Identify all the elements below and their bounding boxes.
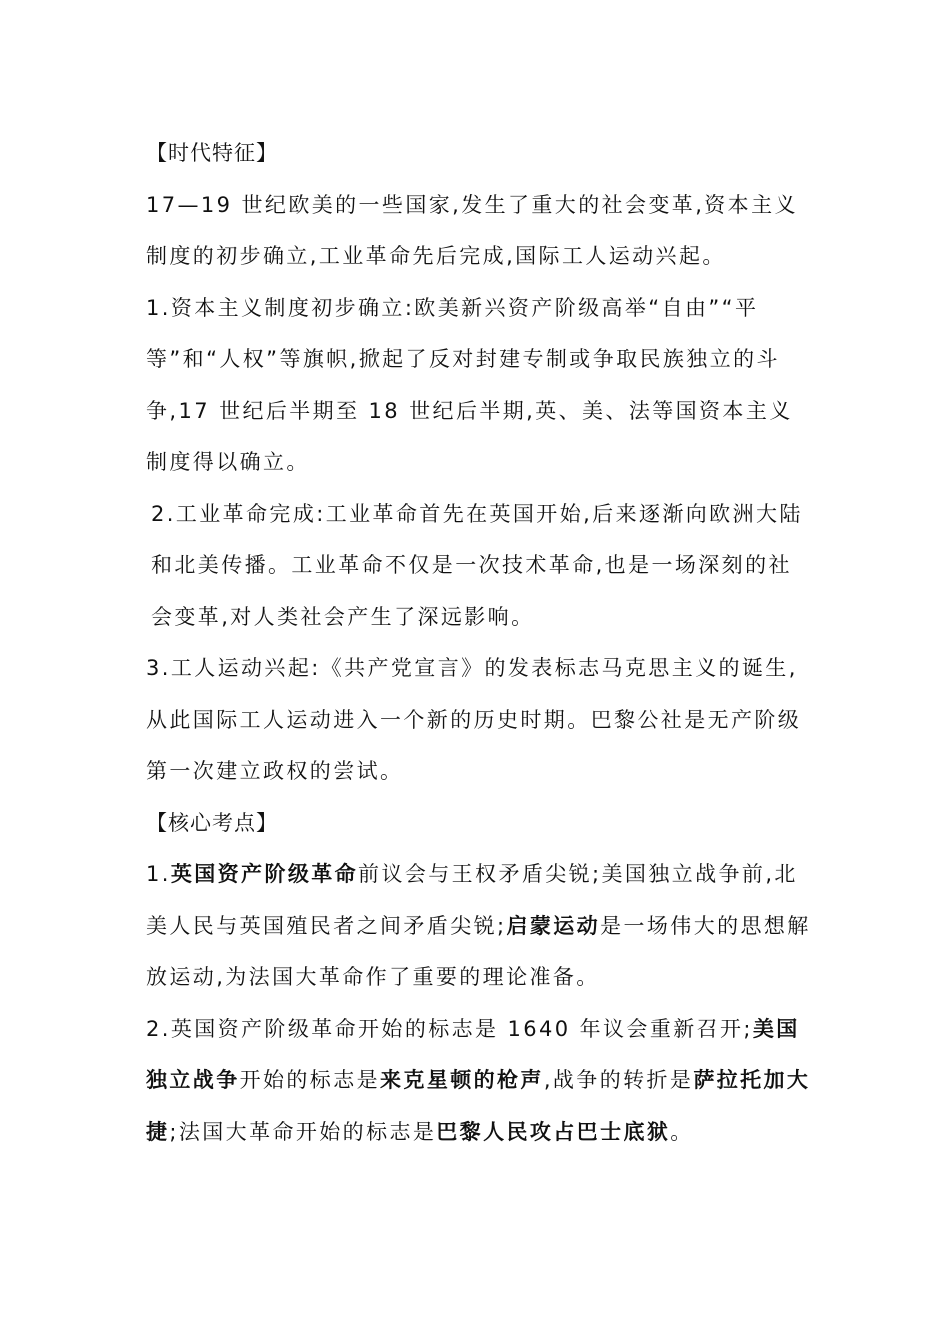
core-point-1-bold-enlightenment: 启蒙运动 <box>506 913 601 938</box>
core-point-1-text-a: 前议会与王权矛盾尖锐;美国独立战争前,北美人民与英国殖民者之间矛盾尖锐; <box>146 862 798 938</box>
heading-era-features: 【时代特征】 <box>146 141 278 165</box>
core-point-2-bold-lexington: 来克星顿的枪声 <box>380 1068 544 1092</box>
core-point-2-text-b: 开始的标志是 <box>239 1068 381 1092</box>
core-point-1-text-b: 是一场伟大的思想解放运动,为法国大革命作了重要的理论准备。 <box>146 913 811 989</box>
core-point-1 <box>146 849 811 1004</box>
era-item-industrial-revolution: 2.工业革命完成:工业革命首先在英国开始,后来逐渐向欧洲大陆和北美传播。工业革命不仅是一次技术革命,也是一场深刻的社会变革,对人类社会产生了深远影响。 <box>151 501 803 629</box>
heading-core-points: 【核心考点】 <box>146 810 278 835</box>
core-point-2-bold-saratoga: 萨拉托加大捷 <box>146 1068 811 1144</box>
core-point-2-bold-bastille: 巴黎人民攻占巴士底狱 <box>436 1119 671 1144</box>
core-point-1-bold-english-revolution: 英国资产阶级革命 <box>170 862 359 886</box>
core-point-1-number: 1. <box>146 862 171 886</box>
era-item-capitalism: 1.资本主义制度初步确立:欧美新兴资产阶级高举“自由”“平等”和“人权”等旗帜,掀起了反对封建专制或争取民族独立的斗争,17 世纪后半期至 18 世纪后半期,英、美、法等国资本主义制度得以确立。 <box>146 295 793 474</box>
era-item-workers-movement: 3.工人运动兴起:《共产党宣言》的发表标志马克思主义的诞生,从此国际工人运动进入一个新的历史时期。巴黎公社是无产阶级第一次建立政权的尝试。 <box>146 656 802 783</box>
core-point-2-text-a: 2.英国资产阶级革命开始的标志是 1640 年议会重新召开; <box>146 1016 753 1041</box>
core-point-2-bold-american-war: 美国独立战争 <box>146 1016 800 1092</box>
core-point-2-text-e: 。 <box>670 1119 694 1144</box>
core-point-2 <box>146 1004 811 1159</box>
core-point-2-text-d: ;法国大革命开始的标志是 <box>169 1119 437 1144</box>
core-point-2-text-c: ,战争的转折是 <box>543 1068 694 1092</box>
document-body <box>146 128 811 1158</box>
era-intro-paragraph: 17—19 世纪欧美的一些国家,发生了重大的社会变革,资本主义制度的初步确立,工业革命先后完成,国际工人运动兴起。 <box>146 192 798 268</box>
